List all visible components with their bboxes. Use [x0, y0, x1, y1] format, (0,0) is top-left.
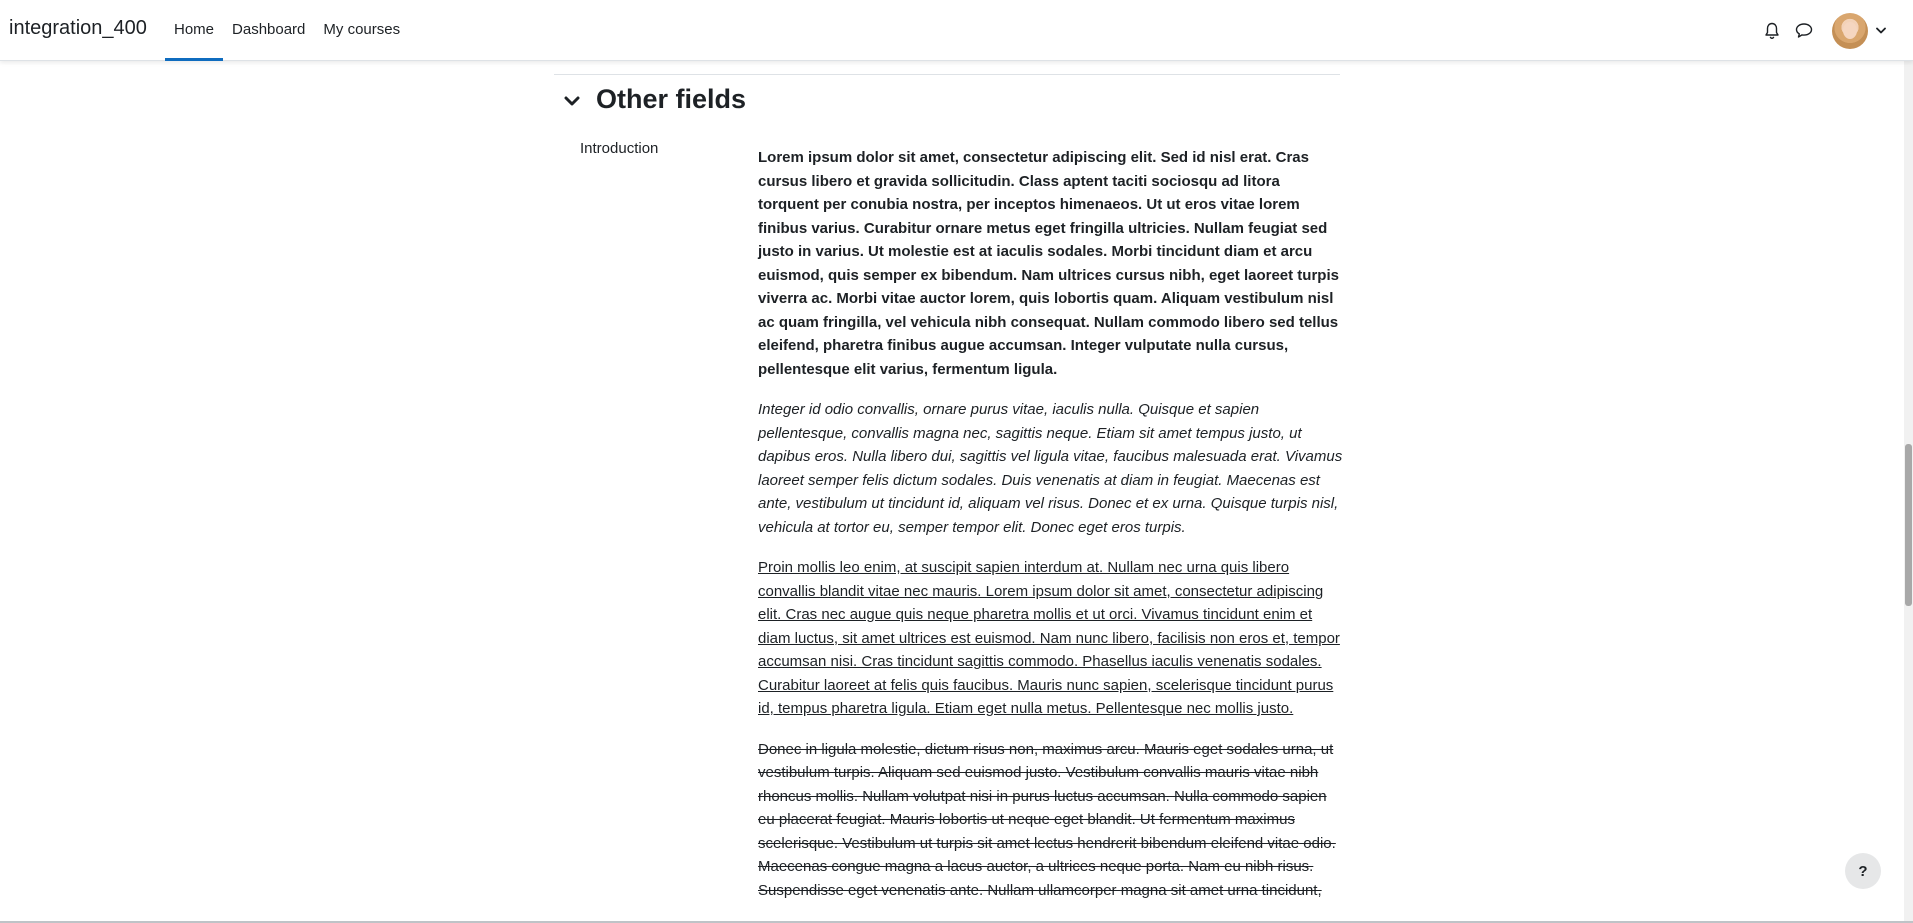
paragraph-italic: Integer id odio convallis, ornare purus vitae, iaculis nulla. Quisque et sapien pellentesque, convallis magna nec, sagittis neque. Etiam sit amet tempus justo, ut dapibus eros. Nulla libero dui, sagittis vel ligula vitae, faucibus malesuada erat. Vivamus laoreet semper felis dictum sodales. Duis venenatis at diam in feugiat. Maecenas est ante, vestibulum ut tincidunt id, aliquam vel risus. Donec et ex urna. Quisque turpis nisl, vehicula at tortor eu, semper tempor elit. Donec eget eros turpis. — [758, 401, 1343, 536]
nav-item-home[interactable]: Home — [165, 0, 223, 61]
paragraph-bold: Lorem ipsum dolor sit amet, consectetur adipiscing elit. Sed id nisl erat. Cras cursus libero et gravida sollicitudin. Class aptent taciti sociosqu ad litora torquent per conubia nostra, per inceptos himenaeos. Ut ut eros vitae lorem finibus varius. Curabitur ornare metus eget fringilla ultricies. Nullam feugiat sed justo in varius. Ut molestie est at iaculis sodales. Morbi tincidunt diam et arcu euismod, quis semper ex bibendum. Nam ultrices cursus nibh, eget laoreet turpis viverra ac. Morbi vitae auctor lorem, quis lobortis quam. Aliquam vestibulum nisl ac quam fringilla, vel vehicula nibh consequat. Nullam commodo libero sed tellus eleifend, pharetra finibus augue accumsan. Integer vulputate nulla cursus, pellentesque elit varius, fermentum ligula. — [758, 149, 1339, 378]
chevron-down-icon — [1876, 27, 1886, 34]
notifications-button[interactable] — [1756, 15, 1788, 47]
paragraph-strikethrough: Donec in ligula molestie, dictum risus non, maximus arcu. Mauris eget sodales urna, ut vestibulum turpis. Aliquam sed euismod justo. Vestibulum convallis mauris vitae nibh rhoncus mollis. Nullam volutpat nisi in purus luctus accumsan. Nulla commodo sapien eu placerat feugiat. Mauris lobortis ut neque eget blandit. Ut fermentum maximus scelerisque. Vestibulum ut turpis sit amet lectus hendrerit bibendum eleifend vitae odio. Maecenas congue magna a lacus auctor, a ultrices neque porta. Nam eu nibh risus. Suspendisse eget venenatis ante. Nullam ullamcorper magna sit amet urna tincidunt, — [758, 740, 1336, 899]
messages-button[interactable] — [1788, 15, 1820, 47]
user-controls — [1756, 0, 1888, 61]
top-navbar — [0, 0, 1913, 61]
section-header — [562, 84, 746, 115]
chevron-down-icon — [564, 96, 580, 107]
primary-navigation — [165, 0, 409, 61]
bell-icon — [1764, 22, 1780, 40]
nav-item-dashboard[interactable]: Dashboard — [232, 21, 306, 38]
introduction-content — [758, 146, 1343, 919]
avatar-face — [1843, 22, 1857, 39]
chat-icon — [1795, 22, 1813, 39]
help-button[interactable]: ? — [1845, 853, 1881, 889]
nav-item-my-courses[interactable]: My courses — [323, 21, 401, 38]
avatar[interactable] — [1832, 13, 1868, 49]
paragraph-underline: Proin mollis leo enim, at suscipit sapien interdum at. Nullam nec urna quis libero convallis blandit vitae nec mauris. Lorem ipsum dolor sit amet, consectetur adipiscing elit. Cras nec augue quis neque pharetra mollis et ut orci. Vivamus tincidunt enim et diam luctus, sit amet ultrices est euismod. Nam nunc libero, facilisis non eros et, tempor accumsan nisi. Cras tincidunt sagittis commodo. Phasellus iaculis venenatis sodales. Curabitur laoreet at felis quis faucibus. Mauris nunc sapien, scelerisque tincidunt purus id, tempus pharetra ligula. Etiam eget nulla metus. Pellentesque nec mollis justo. — [758, 559, 1340, 717]
page-scrollbar-thumb[interactable] — [1905, 444, 1912, 606]
section-collapse-toggle[interactable] — [562, 92, 582, 112]
section-divider — [554, 74, 1340, 75]
field-label-introduction: Introduction — [580, 140, 659, 157]
site-brand[interactable]: integration_400 — [9, 17, 147, 39]
section-title[interactable]: Other fields — [596, 84, 747, 114]
user-menu-toggle[interactable] — [1874, 24, 1888, 38]
